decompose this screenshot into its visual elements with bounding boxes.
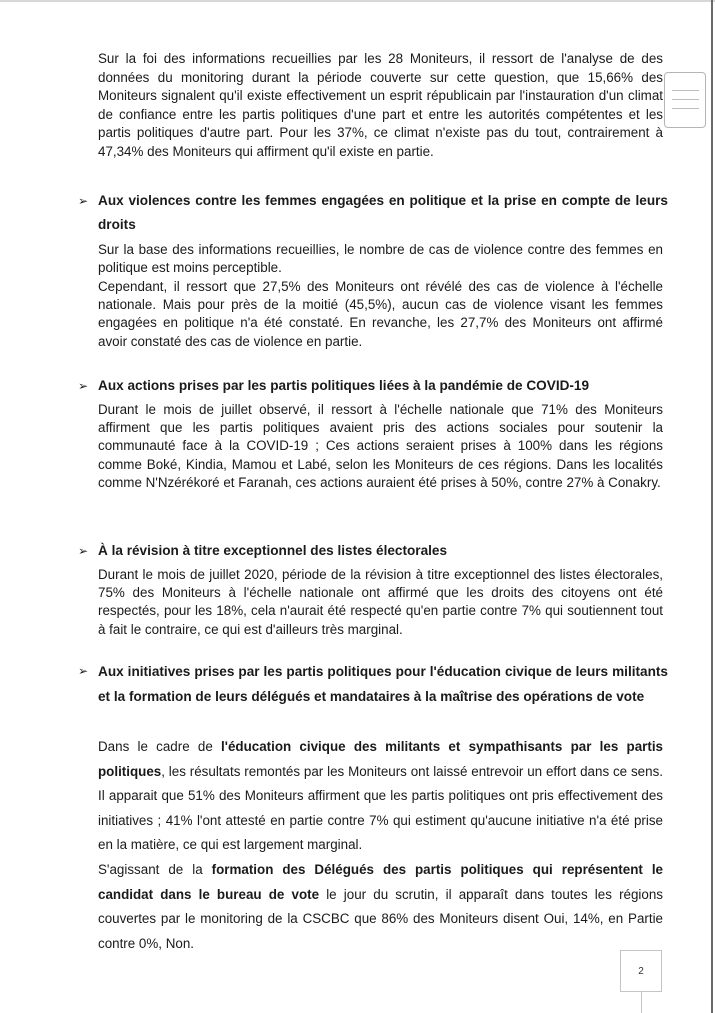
paragraph-text: Dans le cadre de <box>98 739 222 754</box>
section-heading-covid-actions <box>78 374 668 398</box>
section-1-paragraph-2: Cependant, il ressort que 27,5% des Moniteurs ont révélé des cas de violence à l'échelle nationale. Mais pour près de la moitié (45,5%), aucun cas de violence visant les femmes engagées en politique n'a été constaté. En revanche, les 27,7% des Moniteurs ont affirmé avoir constaté des cas de violence en partie. <box>98 279 663 349</box>
section-heading-electoral-lists <box>78 539 668 563</box>
paragraph-bold-text: l'éducation civique des militants et sympathisants par les partis politiques <box>98 739 663 779</box>
page-number-box <box>620 950 662 992</box>
section-1-paragraph-1: Sur la base des informations recueillies, le nombre de cas de violence contre des femmes en politique est moins perceptible. <box>98 242 663 276</box>
page-number-connector <box>641 992 642 1013</box>
bullet-arrow-icon: ➢ <box>78 664 89 678</box>
section-heading-text: Aux actions prises par les partis politiques liées à la pandémie de COVID-19 <box>98 378 590 393</box>
section-2-paragraph-1: Durant le mois de juillet observé, il ressort à l'échelle nationale que 71% des Moniteurs affirment que les partis politiques avaient pris des actions sociales pour soutenir la communauté face à la COVID-19 ; Ces actions seraient prises à 100% dans les régions comme Boké, Kindia, Mamou et Labé, selon les Moniteurs de ces régions. Dans les localités comme N'Nzérékoré et Faranah, ces actions auraient été prises à 50%, contre 27% à Conakry. <box>98 402 663 490</box>
comment-icon-line <box>672 108 699 109</box>
paragraph-bold-text: formation des Délégués des partis politiques qui représentent le candidat dans le bureau de vote <box>98 862 663 902</box>
section-heading-text: À la révision à titre exceptionnel des listes électorales <box>98 543 448 558</box>
section-3-paragraph-1: Durant le mois de juillet 2020, période de la révision à titre exceptionnel des listes électorales, 75% des Moniteurs à l'échelle nationale ont affirmé que les droits des citoyens ont été respectés, pour les 18%, cela n'aurait été respecté qu'en partie contre 7% qui soutiennent tout à fait le contraire, ce qui est d'ailleurs très marginal. <box>98 567 663 637</box>
section-4-paragraph-2 <box>98 858 663 956</box>
section-heading-text: Aux violences contre les femmes engagées en politique et la prise en compte de leurs droits <box>98 193 668 232</box>
page-number: 2 <box>638 965 644 977</box>
comment-icon[interactable] <box>664 72 706 128</box>
section-heading-violence-women <box>78 189 668 237</box>
comment-icon-line <box>672 90 699 91</box>
paragraph-text: le jour du scrutin, il apparaît dans toutes les régions couvertes par le monitoring de la CSCBC que 86% des Moniteurs disent Oui, 14%, en Partie contre 0%, Non. <box>98 886 663 951</box>
section-heading-text: Aux initiatives prises par les partis politiques pour l'éducation civique de leurs militants et la formation de leurs délégués et mandataires à la maîtrise des opérations de vote <box>98 664 668 704</box>
comment-icon-line <box>672 99 699 100</box>
bullet-arrow-icon: ➢ <box>78 379 89 393</box>
section-heading-civic-education <box>78 659 668 709</box>
section-4-paragraph-1 <box>98 735 663 858</box>
paragraph-text: , les résultats remontés par les Moniteurs ont laissé entrevoir un effort dans ce sens. Il apparait que 51% des Moniteurs affirment que les partis politiques ont pris effectivement des initiatives ; 41% l'ont attesté en partie contre 7% qui estiment qu'aucune initiative n'a été prise en la matière, ce qui est largement marginal. <box>98 763 663 852</box>
bullet-arrow-icon: ➢ <box>78 194 89 208</box>
bullet-arrow-icon: ➢ <box>78 544 89 558</box>
paragraph-text: S'agissant de la <box>98 862 212 877</box>
intro-paragraph: Sur la foi des informations recueillies par les 28 Moniteurs, il ressort de l'analyse de des données du monitoring durant la période couverte sur cette question, que 15,66% des Moniteurs signalent qu'il existe effectivement un esprit républicain par l'instauration d'un climat de confiance entre les partis politiques d'une part et entre les autorités compétentes et les partis politiques d'autre part. Pour les 37%, ce climat n'existe pas du tout, contrairement à 47,34% des Moniteurs qui affirment qu'il existe en partie. <box>98 51 663 159</box>
